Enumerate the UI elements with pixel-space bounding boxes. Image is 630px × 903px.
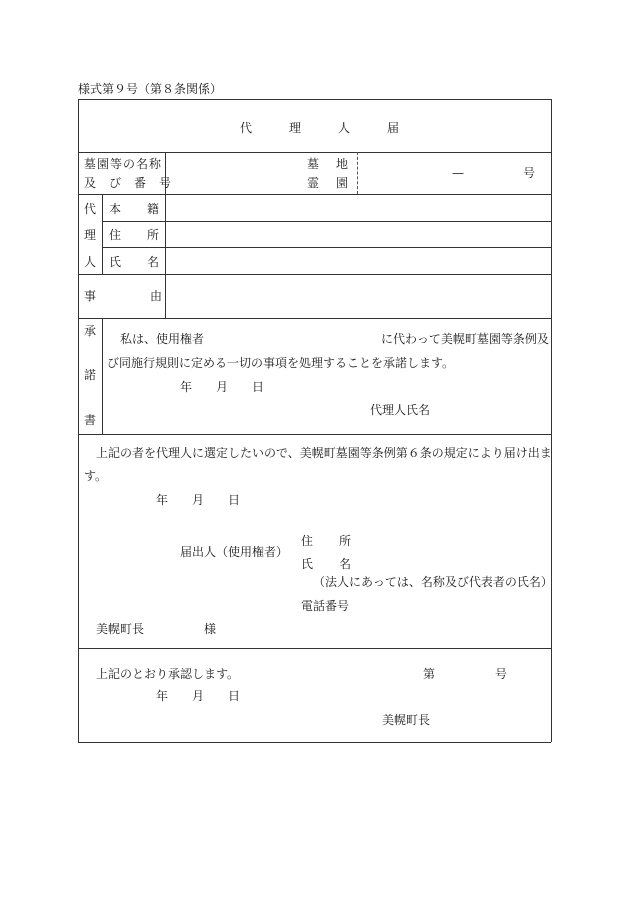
addressee: 美幌町長 [96, 622, 145, 636]
form-title [240, 122, 436, 134]
form-number: 様式第９号（第８条関係） [78, 82, 223, 96]
approval-month: 月 [192, 689, 205, 703]
agent-label-1: 代 [84, 202, 97, 216]
agent-address-label: 住所 [109, 228, 186, 242]
agent-label-2: 理 [84, 228, 97, 242]
consent-label-3: 書 [84, 413, 97, 427]
grave-number-suffix: 号 [523, 166, 536, 180]
corp-note: （法人にあっては、名称及び代表者の氏名） [313, 575, 553, 589]
agent-honseki-label: 本籍 [109, 202, 186, 216]
reason-label: 事由 [84, 289, 217, 303]
notification-text-2: す。 [84, 469, 108, 483]
approval-mayor: 美幌町長 [382, 713, 431, 727]
consent-text-1b: に代わって美幌町墓園等条例及 [381, 332, 549, 346]
grave-type-2: 霊園 [307, 176, 366, 190]
grave-label-2: 及び番号 [84, 176, 185, 190]
approval-text: 上記のとおり承認します。 [96, 667, 240, 681]
notification-text-1: 上記の者を代理人に選定したいので、美幌町墓園等条例第６条の規定により届け出ま [96, 446, 552, 460]
notification-month: 月 [192, 493, 205, 507]
applicant-label: 届出人（使用権者） [180, 545, 289, 559]
notification-year: 年 [156, 493, 169, 507]
consent-year: 年 [180, 380, 193, 394]
applicant-name-label: 氏名 [301, 557, 378, 571]
consent-text-1a: 私は、使用権者 [120, 332, 205, 346]
phone-label: 電話番号 [301, 599, 350, 613]
approval-year: 年 [156, 689, 169, 703]
consent-text-2: び同施行規則に定める一切の事項を処理することを承諾します。 [107, 356, 455, 370]
title-text: 代理人届 [240, 121, 437, 135]
consent-label-1: 承 [84, 324, 97, 338]
honorific: 様 [204, 622, 217, 636]
grave-type-1: 墓地 [307, 157, 366, 171]
grave-label-1: 墓園等の名称 [84, 157, 163, 171]
agent-label-3: 人 [84, 255, 97, 269]
consent-day: 日 [252, 380, 265, 394]
applicant-address-label: 住所 [301, 534, 378, 548]
approval-dai: 第 [423, 667, 436, 681]
consent-month: 月 [216, 380, 229, 394]
notification-day: 日 [228, 493, 241, 507]
approval-day: 日 [228, 689, 241, 703]
consent-label-2: 諾 [84, 368, 97, 382]
agent-name-label: 氏名 [109, 255, 186, 269]
consent-signature-label: 代理人氏名 [370, 403, 431, 417]
approval-go: 号 [495, 667, 508, 681]
grave-dash: — [452, 166, 464, 180]
